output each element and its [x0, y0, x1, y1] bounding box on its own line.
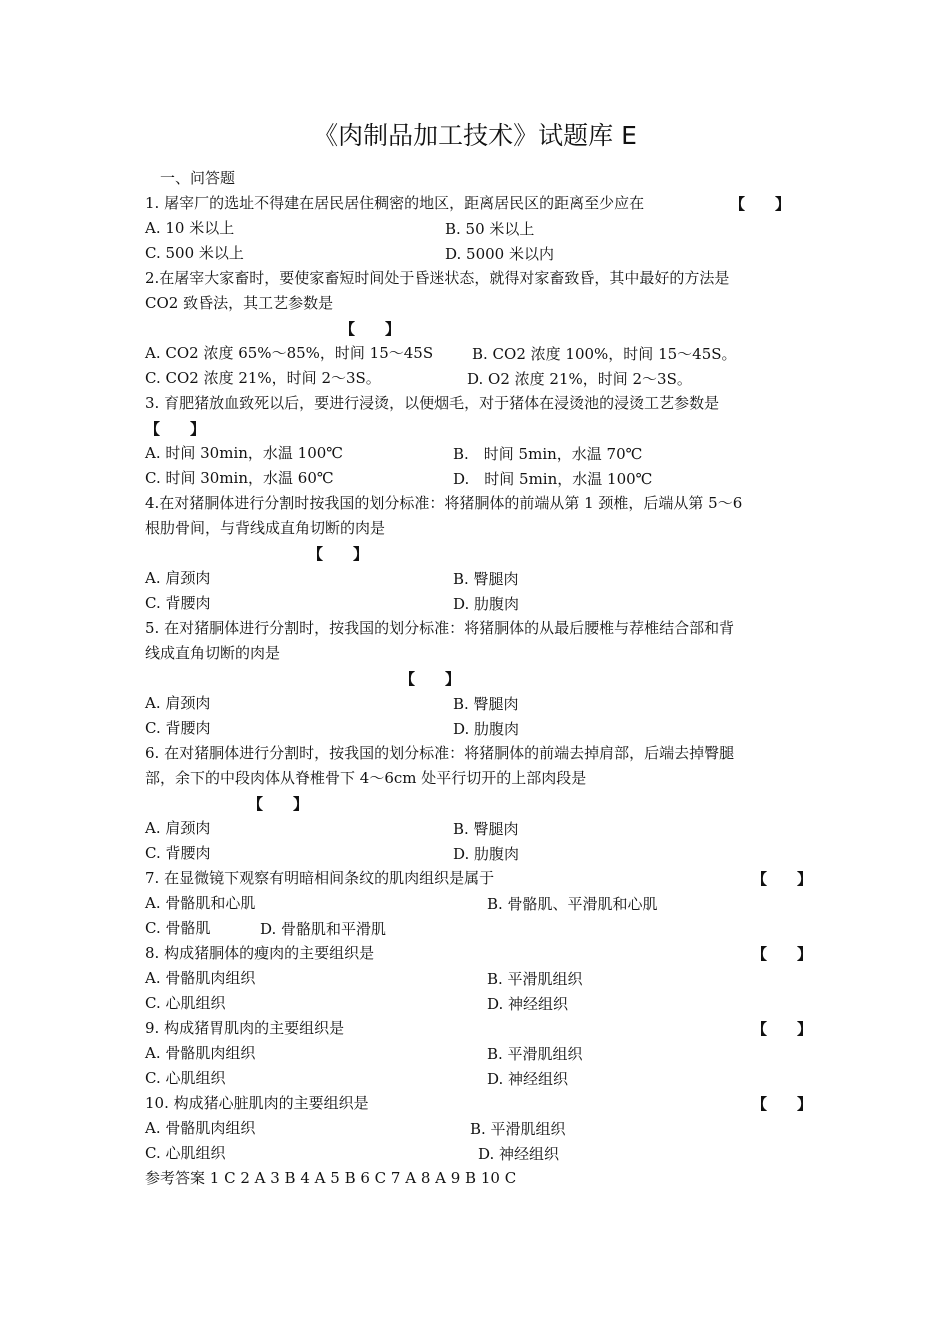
- option-b: B. 平滑肌组织: [470, 1120, 566, 1138]
- question-2-stem-cont: CO2 致昏法，其工艺参数是: [145, 294, 334, 312]
- option-b: B. 臀腿肉: [453, 695, 519, 713]
- option-c: C. 背腰肉: [145, 719, 211, 737]
- question-1-stem: 1. 屠宰厂的选址不得建在居民居住稠密的地区，距离居民区的距离至少应在: [145, 194, 645, 212]
- option-a: A. 骨骼肌肉组织: [145, 1044, 256, 1062]
- option-a: A. CO2 浓度 65%～85%，时间 15～45S: [145, 344, 434, 362]
- option-c: C. CO2 浓度 21%，时间 2～3S。: [145, 369, 381, 387]
- option-a: A. 骨骼肌和心肌: [145, 894, 256, 912]
- answer-bracket: 【 】: [752, 1095, 813, 1113]
- answer-bracket: 【 】: [752, 945, 813, 963]
- option-c: C. 心肌组织: [145, 1069, 226, 1087]
- option-a: A. 肩颈肉: [145, 819, 211, 837]
- option-a: A. 骨骼肌肉组织: [145, 969, 256, 987]
- option-a: A. 肩颈肉: [145, 694, 211, 712]
- page-title: 《肉制品加工技术》试题库 E: [313, 121, 637, 150]
- answer-bracket: 【 】: [340, 320, 401, 338]
- answer-bracket: 【 】: [145, 420, 206, 438]
- option-a: A. 10 米以上: [145, 219, 235, 237]
- option-a: A. 肩颈肉: [145, 569, 211, 587]
- option-c: C. 时间 30min，水温 60℃: [145, 469, 334, 487]
- option-c: C. 心肌组织: [145, 994, 226, 1012]
- option-d: D. 神经组织: [478, 1145, 560, 1163]
- answer-bracket: 【 】: [752, 870, 813, 888]
- option-b: B. 平滑肌组织: [487, 1045, 583, 1063]
- question-10-stem: 10. 构成猪心脏肌肉的主要组织是: [145, 1094, 369, 1112]
- option-c: C. 背腰肉: [145, 594, 211, 612]
- option-c: C. 骨骼肌: [145, 919, 211, 937]
- question-6-stem: 6. 在对猪胴体进行分割时，按我国的划分标准：将猪胴体的前端去掉肩部，后端去掉臀腿: [145, 744, 735, 762]
- option-b: B. CO2 浓度 100%，时间 15～45S。: [472, 345, 737, 363]
- option-a: A. 时间 30min，水温 100℃: [145, 444, 344, 462]
- question-9-stem: 9. 构成猪胃肌肉的主要组织是: [145, 1019, 345, 1037]
- question-3-stem: 3. 育肥猪放血致死以后，要进行浸烫，以便烟毛，对于猪体在浸烫池的浸烫工艺参数是: [145, 394, 720, 412]
- answer-bracket: 【 】: [308, 545, 369, 563]
- section-heading: 一、问答题: [160, 169, 236, 187]
- question-8-stem: 8. 构成猪胴体的瘦肉的主要组织是: [145, 944, 375, 962]
- option-b: B. 臀腿肉: [453, 820, 519, 838]
- option-b: B. 臀腿肉: [453, 570, 519, 588]
- option-d: D. 肋腹肉: [453, 845, 520, 863]
- answer-bracket: 【 】: [400, 670, 461, 688]
- question-5-stem: 5. 在对猪胴体进行分割时，按我国的划分标准：将猪胴体的从最后腰椎与荐椎结合部和背: [145, 619, 735, 637]
- option-d: D. 神经组织: [487, 1070, 569, 1088]
- option-d: D. 神经组织: [487, 995, 569, 1013]
- option-d: D. 5000 米以内: [445, 245, 554, 263]
- option-c: C. 背腰肉: [145, 844, 211, 862]
- answer-bracket: 【 】: [730, 195, 791, 213]
- option-d: D. 时间 5min，水温 100℃: [453, 470, 653, 488]
- option-b: B. 骨骼肌、平滑肌和心肌: [487, 895, 658, 913]
- question-5-stem-cont: 线成直角切断的肉是: [145, 644, 281, 662]
- option-b: B. 时间 5min，水温 70℃: [453, 445, 643, 463]
- option-c: C. 500 米以上: [145, 244, 244, 262]
- option-d: D. 肋腹肉: [453, 720, 520, 738]
- question-6-stem-cont: 部，余下的中段肉体从脊椎骨下 4～6cm 处平行切开的上部肉段是: [145, 769, 587, 787]
- answer-bracket: 【 】: [248, 795, 309, 813]
- option-a: A. 骨骼肌肉组织: [145, 1119, 256, 1137]
- question-4-stem-cont: 根肋骨间，与背线成直角切断的肉是: [145, 519, 386, 537]
- answer-key: 参考答案 1 C 2 A 3 B 4 A 5 B 6 C 7 A 8 A 9 B 10 C: [145, 1169, 517, 1187]
- option-b: B. 50 米以上: [445, 220, 535, 238]
- question-4-stem: 4.在对猪胴体进行分割时按我国的划分标准：将猪胴体的前端从第 1 颈椎，后端从第 5～6: [145, 494, 743, 512]
- question-7-stem: 7. 在显微镜下观察有明暗相间条纹的肌肉组织是属于: [145, 869, 495, 887]
- answer-bracket: 【 】: [752, 1020, 813, 1038]
- option-b: B. 平滑肌组织: [487, 970, 583, 988]
- option-d: D. O2 浓度 21%，时间 2～3S。: [467, 370, 692, 388]
- question-2-stem: 2.在屠宰大家畜时，要使家畜短时间处于昏迷状态，就得对家畜致昏，其中最好的方法是: [145, 269, 730, 287]
- option-d: D. 肋腹肉: [453, 595, 520, 613]
- option-c: C. 心肌组织: [145, 1144, 226, 1162]
- option-d: D. 骨骼肌和平滑肌: [260, 920, 387, 938]
